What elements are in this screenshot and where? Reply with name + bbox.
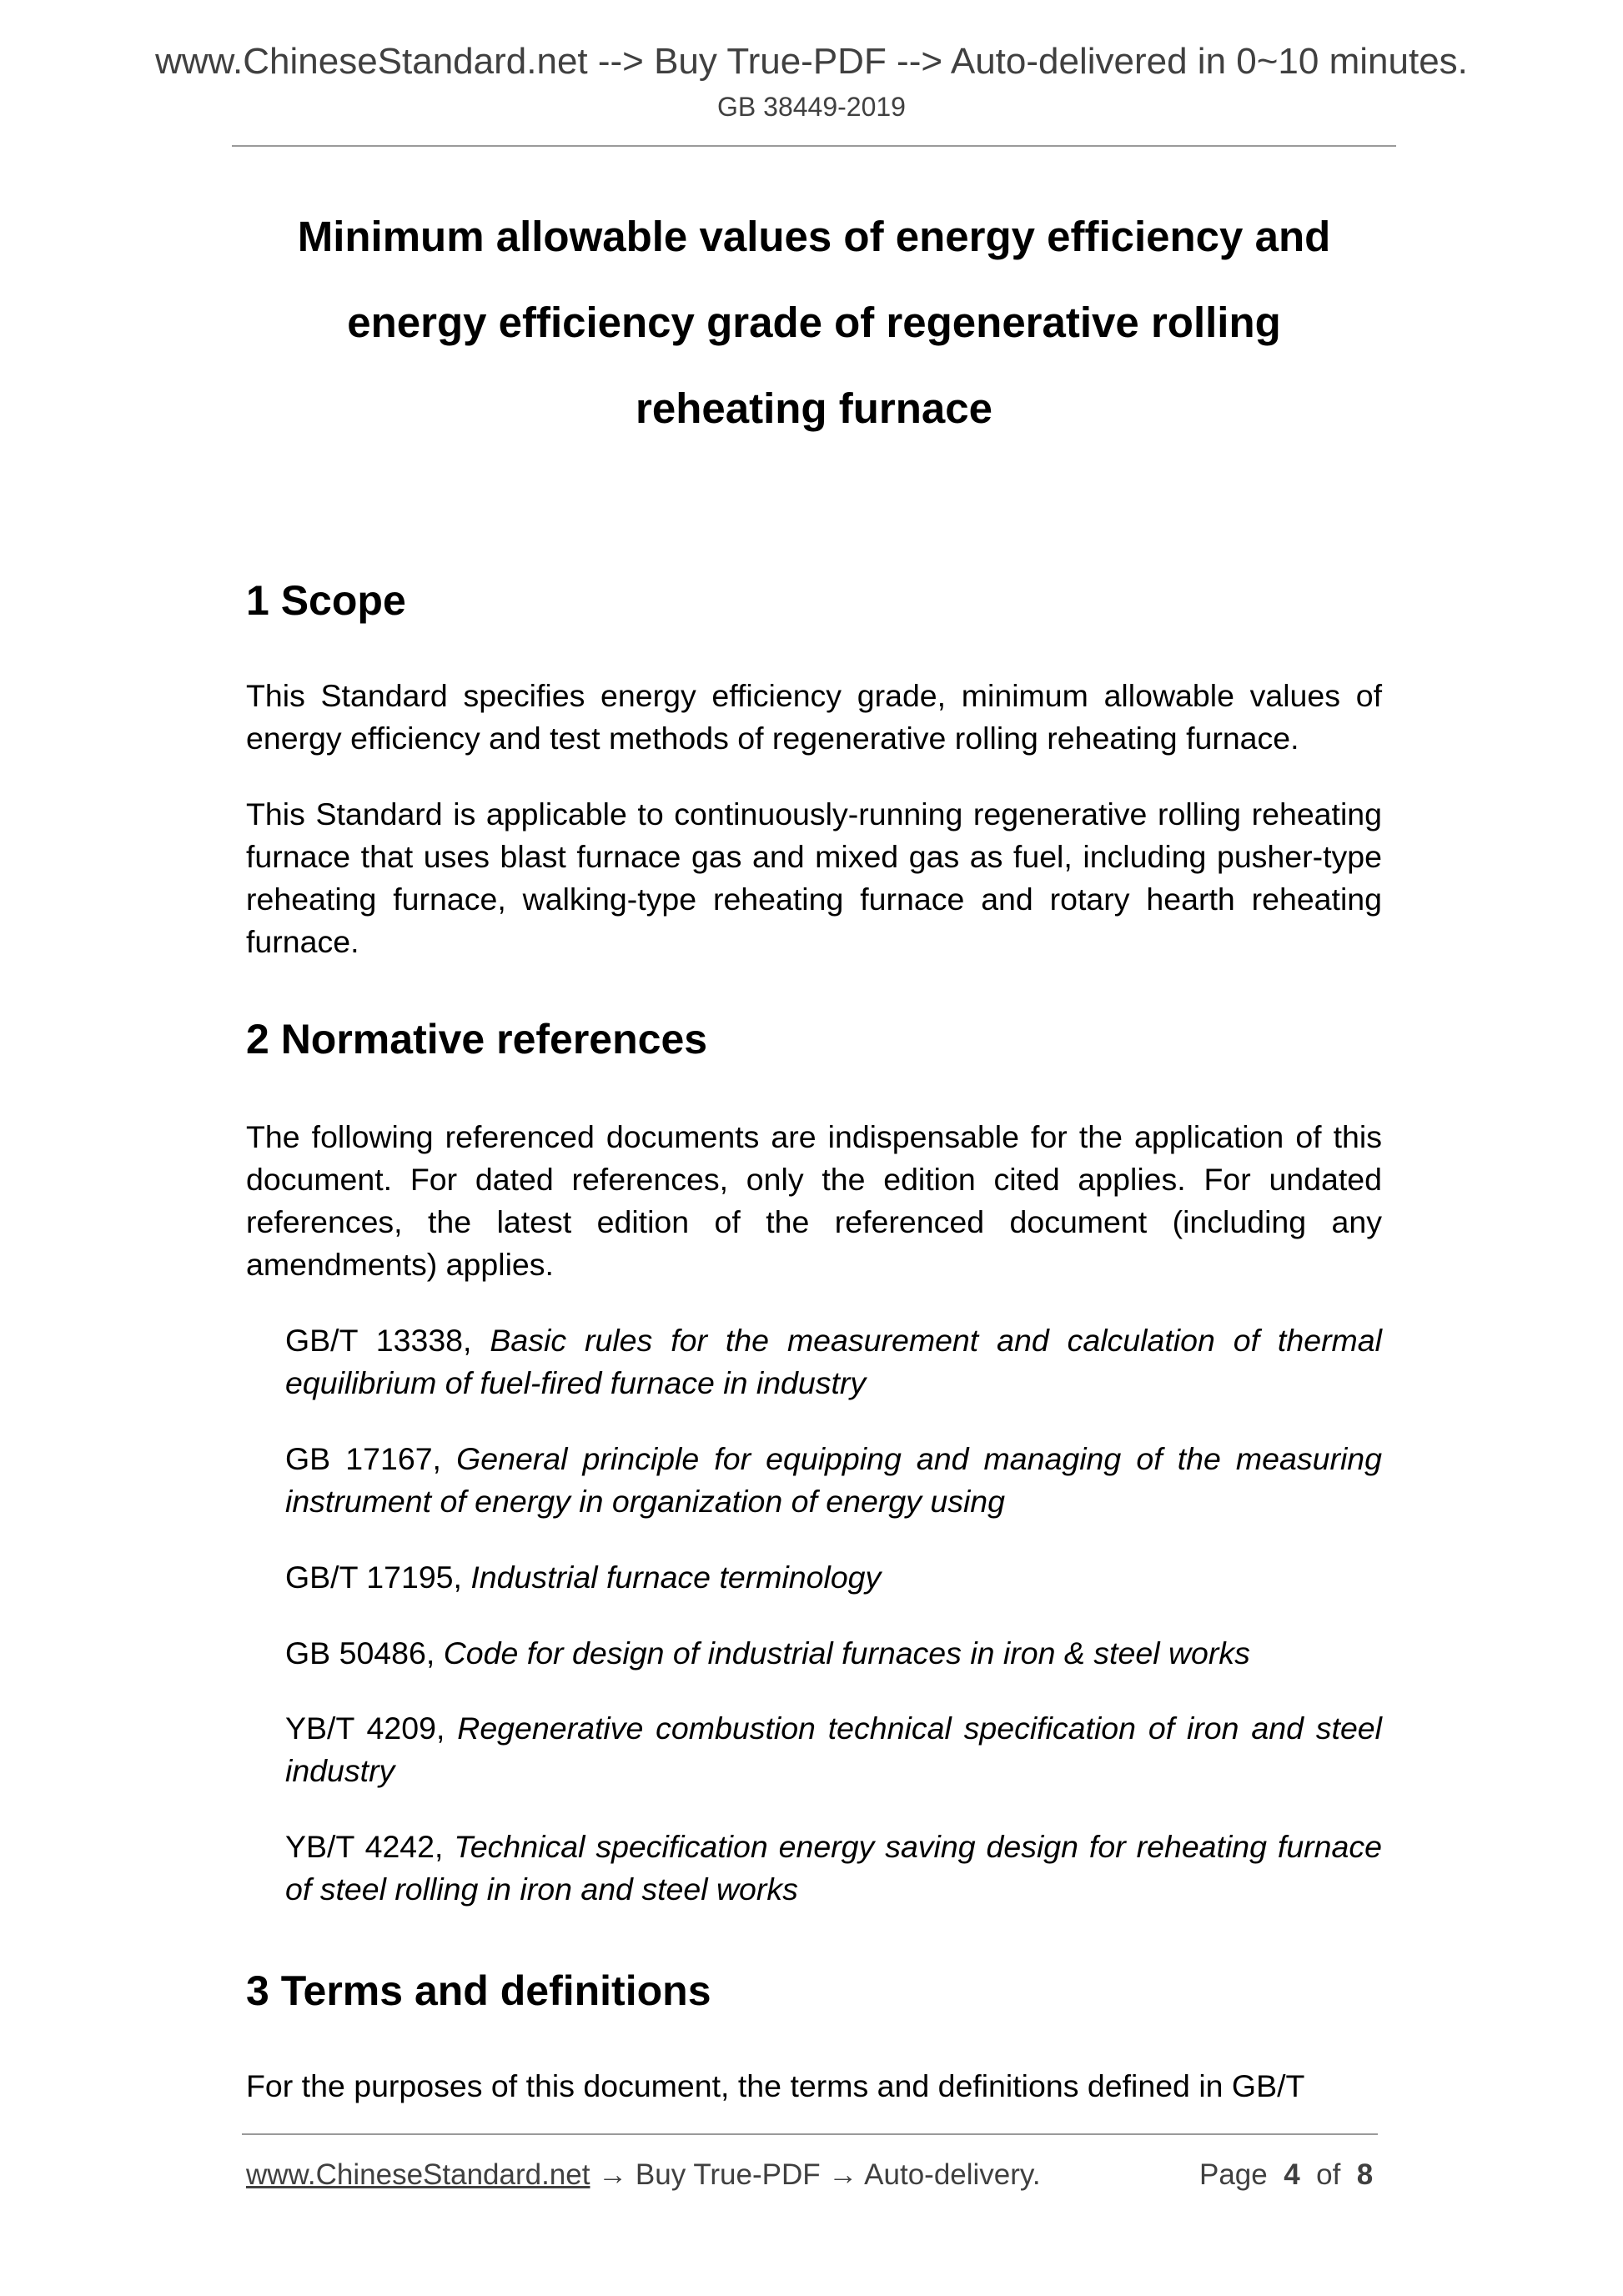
reference-item	[285, 1707, 1382, 1792]
reference-item	[285, 1556, 1382, 1599]
reference-title: Regenerative combustion technical specification of iron and steel industry	[285, 1711, 1382, 1788]
page-total: 8	[1356, 2158, 1374, 2191]
page-of-label: of	[1316, 2158, 1341, 2191]
page-label: Page	[1199, 2158, 1268, 2191]
document-title-line: energy efficiency grade of regenerative rolling	[347, 299, 1281, 346]
reference-code: GB/T 17195,	[285, 1560, 471, 1595]
document-title-line: Minimum allowable values of energy efficiency and	[297, 213, 1331, 260]
scope-paragraph-1: This Standard specifies energy efficiency grade, minimum allowable values of energy efficiency and test methods of regenerative rolling reheating furnace.	[246, 678, 1382, 756]
reference-code: GB 17167,	[285, 1441, 457, 1476]
footer-divider	[242, 2133, 1378, 2135]
reference-title: Industrial furnace terminology	[470, 1560, 882, 1595]
document-title	[246, 193, 1382, 451]
normative-intro-paragraph: The following referenced documents are indispensable for the application of this document. For dated references, only the edition cited applies. For undated references, the latest edition of the referenced document (including any amendments) applies.	[246, 1119, 1382, 1282]
reference-title: General principle for equipping and managing of the measuring instrument of energy in organization of energy using	[285, 1441, 1383, 1519]
reference-item	[285, 1319, 1382, 1404]
reference-title: Code for design of industrial furnaces in iron & steel works	[443, 1635, 1250, 1671]
reference-title: Basic rules for the measurement and calculation of thermal equilibrium of fuel-fired furnace in industry	[285, 1323, 1382, 1400]
section-heading-scope: 1 Scope	[246, 577, 406, 624]
reference-code: YB/T 4242,	[285, 1829, 455, 1864]
footer-promo-text: → Buy True-PDF → Auto-delivery.	[590, 2158, 1041, 2191]
reference-title: Technical specification energy saving design for reheating furnace of steel rolling in iron and steel works	[285, 1829, 1382, 1907]
reference-item	[285, 1438, 1382, 1523]
footer-promo	[246, 2160, 1041, 2189]
header-document-code: GB 38449-2019	[717, 92, 906, 122]
page-indicator	[1199, 2160, 1373, 2189]
footer-website-link[interactable]: www.ChineseStandard.net	[246, 2158, 590, 2191]
reference-code: GB 50486,	[285, 1635, 444, 1671]
header-banner: www.ChineseStandard.net --> Buy True-PDF --> Auto-delivered in 0~10 minutes.	[155, 41, 1468, 82]
section-heading-normative-references: 2 Normative references	[246, 1016, 708, 1063]
section-heading-terms-definitions: 3 Terms and definitions	[246, 1967, 711, 2014]
reference-code: GB/T 13338,	[285, 1323, 490, 1358]
reference-item	[285, 1632, 1382, 1675]
terms-paragraph: For the purposes of this document, the terms and definitions defined in GB/T	[246, 2068, 1305, 2103]
page-current: 4	[1284, 2158, 1300, 2191]
scope-paragraph-2: This Standard is applicable to continuously-running regenerative rolling reheating furnace that uses blast furnace gas and mixed gas as fuel, including pusher-type reheating furnace, walking-type reheating furnace and rotary hearth reheating furnace.	[246, 796, 1382, 959]
reference-item	[285, 1826, 1382, 1911]
header-divider	[232, 145, 1396, 147]
document-title-line: reheating furnace	[636, 384, 992, 432]
reference-code: YB/T 4209,	[285, 1711, 458, 1746]
